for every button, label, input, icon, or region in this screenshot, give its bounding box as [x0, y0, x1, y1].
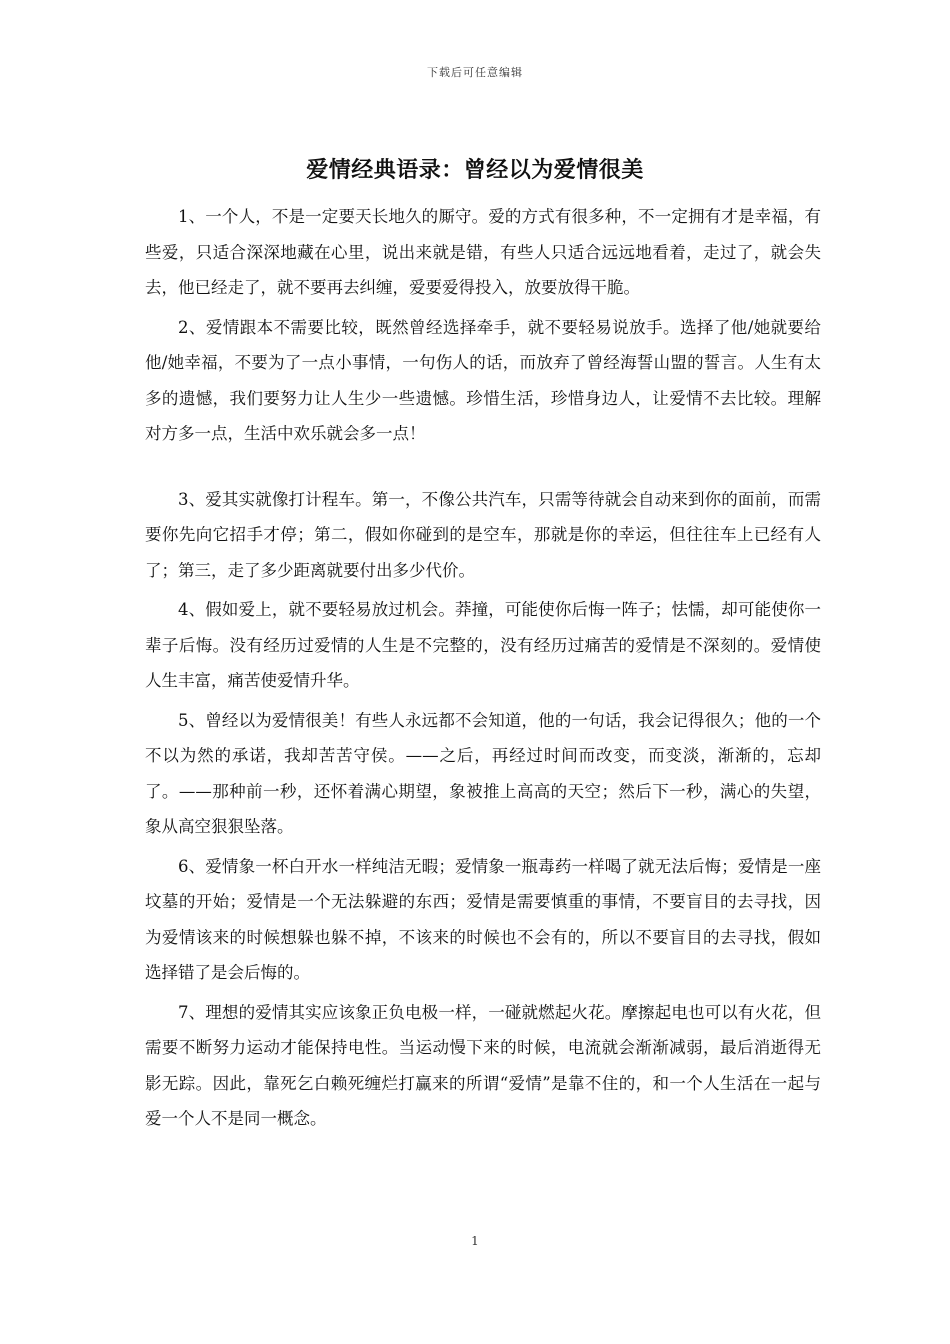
page-number: 1 [471, 1234, 479, 1248]
page-header: 下载后可任意编辑 [427, 66, 523, 79]
paragraph-7: 7、理想的爱情其实应该象正负电极一样，一碰就燃起火花。摩擦起电也可以有火花，但需要不断努力运动才能保持电性。当运动慢下来的时候，电流就会渐渐减弱，最后消逝得无影无踪。因此，靠死乞白赖死缠烂打赢来的所谓“爱情”是靠不住的，和一个人生活在一起与爱一个人不是同一概念。 [145, 1002, 821, 1128]
paragraph-5: 5、曾经以为爱情很美！有些人永远都不会知道，他的一句话，我会记得很久；他的一个不以为然的承诺，我却苦苦守侯。——之后，再经过时间而改变，而变淡，渐渐的，忘却了。——那种前一秒，还怀着满心期望，象被推上高高的天空；然后下一秒，满心的失望，象从高空狠狠坠落。 [145, 710, 821, 836]
document-body [145, 199, 821, 1141]
paragraph-6: 6、爱情象一杯白开水一样纯洁无暇；爱情象一瓶毒药一样喝了就无法后悔；爱情是一座坟墓的开始；爱情是一个无法躲避的东西；爱情是需要慎重的事情，不要盲目的去寻找，因为爱情该来的时候想躲也躲不掉，不该来的时候也不会有的，所以不要盲目的去寻找，假如选择错了是会后悔的。 [145, 856, 821, 982]
document-title: 爱情经典语录：曾经以为爱情很美 [306, 157, 644, 183]
paragraph-3: 3、爱其实就像打计程车。第一，不像公共汽车，只需等待就会自动来到你的面前，而需要你先向它招手才停；第二，假如你碰到的是空车，那就是你的幸运，但往往车上已经有人了；第三，走了多少距离就要付出多少代价。 [145, 489, 821, 580]
paragraph-2: 2、爱情跟本不需要比较，既然曾经选择牵手，就不要轻易说放手。选择了他/她就要给他/她幸福，不要为了一点小事情，一句伤人的话，而放弃了曾经海誓山盟的誓言。人生有太多的遗憾，我们要努力让人生少一些遗憾。珍惜生活，珍惜身边人，让爱情不去比较。理解对方多一点，生活中欢乐就会多一点！ [145, 317, 821, 443]
paragraph-1: 1、一个人，不是一定要天长地久的厮守。爱的方式有很多种，不一定拥有才是幸福，有些爱，只适合深深地藏在心里，说出来就是错，有些人只适合远远地看着，走过了，就会失去，他已经走了，就不要再去纠缠，爱要爱得投入，放要放得干脆。 [145, 207, 821, 297]
paragraph-4: 4、假如爱上，就不要轻易放过机会。莽撞，可能使你后悔一阵子；怯懦，却可能使你一辈子后悔。没有经历过爱情的人生是不完整的，没有经历过痛苦的爱情是不深刻的。爱情使人生丰富，痛苦使爱情升华。 [145, 600, 821, 690]
